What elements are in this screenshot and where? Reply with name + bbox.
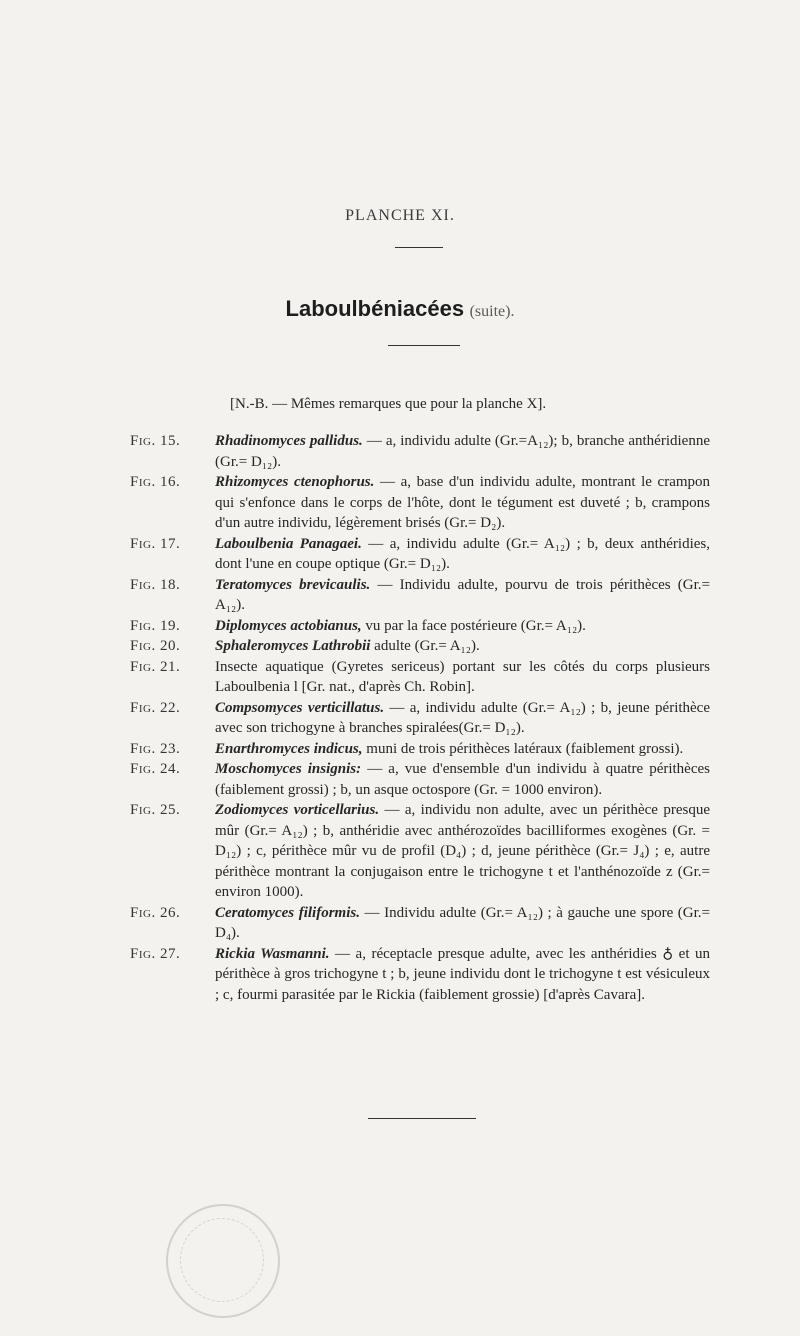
figure-entry-25: [0, 800, 800, 903]
title-suffix: (suite).: [469, 303, 515, 320]
figure-list: [0, 431, 800, 1005]
editor-note: [N.-B. — Mêmes remarques que pour la planche X].: [230, 396, 547, 412]
figure-number: Fig. 15.: [130, 433, 181, 449]
figure-entry-23: [0, 739, 800, 760]
caption-text: — Individu adulte, pourvu de trois périthèces (Gr.= A₁₂).: [215, 576, 710, 613]
title-main: Laboulbéniacées: [285, 296, 465, 321]
divider-rule: [388, 345, 460, 346]
figure-caption: [215, 657, 710, 698]
figure-caption: [215, 800, 710, 903]
figure-caption: [215, 739, 710, 760]
caption-text: — a, base d'un individu adulte, montrant le crampon qui s'enfonce dans le corps de l'hôte, dont le tégument est duveté ; b, crampons d'un autre individu, légèrement brisés (Gr.= D₂).: [215, 474, 711, 531]
figure-number: Fig. 20.: [130, 638, 181, 654]
figure-entry-20: [0, 636, 800, 657]
figure-number: Fig. 27.: [130, 945, 181, 962]
figure-entry-27: [0, 944, 800, 1006]
figure-number: Fig. 23.: [130, 740, 181, 757]
caption-text: — a, individu adulte (Gr.= A₁₂) ; b, deux anthéridies, dont l'une en coupe optique (Gr.= D₁₂).: [215, 535, 711, 572]
figure-number: Fig. 21.: [130, 658, 181, 675]
figure-caption: [215, 759, 710, 800]
taxon-name: Ceratomyces filiformis.: [215, 904, 360, 921]
figure-number: Fig. 18.: [130, 576, 181, 593]
caption-text: muni de trois périthèces latéraux (faiblement grossi).: [362, 740, 684, 757]
figure-caption: [215, 431, 710, 472]
figure-caption: [215, 698, 710, 739]
figure-entry-16: [0, 472, 800, 534]
taxon-name: Sphaleromyces Lathrobii: [215, 638, 371, 654]
taxon-name: Laboulbenia Panagaei.: [215, 535, 362, 552]
divider-rule: [368, 1118, 476, 1119]
figure-caption: [215, 944, 710, 1006]
divider-rule: [395, 247, 443, 248]
figure-number: Fig. 24.: [130, 761, 181, 777]
figure-number: Fig. 17.: [130, 535, 181, 552]
figure-entry-24: [0, 759, 800, 800]
figure-entry-17: [0, 534, 800, 575]
figure-caption: [215, 534, 710, 575]
figure-number: Fig. 26.: [130, 904, 181, 921]
caption-text: vu par la face postérieure (Gr.= A₁₂).: [361, 617, 586, 634]
figure-number: Fig. 22.: [130, 699, 181, 716]
figure-caption: [215, 575, 710, 616]
caption-text: — Individu adulte (Gr.= A₁₂) ; à gauche une spore (Gr.= D₄).: [215, 904, 710, 941]
taxon-name: Moschomyces insignis:: [215, 761, 362, 777]
caption-text: — a, individu adulte (Gr.= A₁₂) ; b, jeune périthèce avec son trichogyne à branches spiralées(Gr.= D₁₂).: [215, 699, 711, 736]
figure-entry-19: [0, 616, 800, 637]
page-title: [0, 296, 800, 322]
caption-text: Insecte aquatique (Gyretes sericeus) portant sur les côtés du corps plusieurs Laboulbenia l [Gr. nat., d'après Ch. Robin].: [215, 658, 710, 695]
caption-text: — a, individu non adulte, avec un périthèce presque mûr (Gr.= A₁₂) ; b, anthéridie avec anthérozoïdes bacilliformes exogènes (Gr. = D₁₂) ; c, périthèce mûr vu de profil (D₄) ; d, jeune périthèce (Gr.= J₄) ; e, autre périthèce montrant la conjugaison entre le trichogyne t et l'anthénozoïde z (Gr.= environ 1000).: [215, 802, 710, 900]
taxon-name: Diplomyces actobianus,: [215, 617, 362, 634]
taxon-name: Rhizomyces ctenophorus.: [215, 474, 375, 490]
figure-number: Fig. 25.: [130, 802, 181, 818]
taxon-name: Enarthromyces indicus,: [215, 740, 363, 757]
figure-entry-26: [0, 903, 800, 944]
taxon-name: Rhadinomyces pallidus.: [215, 433, 363, 449]
taxon-name: Rickia Wasmanni.: [215, 945, 330, 962]
caption-text: — a, individu adulte (Gr.=A₁₂); b, branche anthéridienne (Gr.= D₁₂).: [215, 433, 710, 470]
taxon-name: Compsomyces verticillatus.: [215, 699, 385, 716]
stamp-inner-ring: [180, 1218, 264, 1302]
figure-entry-22: [0, 698, 800, 739]
figure-caption: [215, 472, 710, 534]
figure-number: Fig. 19.: [130, 617, 181, 634]
caption-text: adulte (Gr.= A₁₂).: [370, 638, 480, 654]
figure-entry-21: [0, 657, 800, 698]
plate-heading: PLANCHE XI.: [345, 207, 455, 224]
figure-caption: [215, 636, 710, 657]
caption-text: — a, réceptacle presque adulte, avec les anthéridies ♁ et un périthèce à gros trichogyne t ; b, jeune individu dont le trichogyne t est vésiculeux ; c, fourmi parasitée par le Rickia (faiblement grossie) [d'après Cavara].: [215, 945, 710, 1003]
figure-caption: [215, 616, 710, 637]
figure-number: Fig. 16.: [130, 474, 181, 490]
figure-caption: [215, 903, 710, 944]
figure-entry-15: [0, 431, 800, 472]
figure-entry-18: [0, 575, 800, 616]
library-stamp-icon: [166, 1204, 280, 1318]
taxon-name: Teratomyces brevicaulis.: [215, 576, 371, 593]
taxon-name: Zodiomyces vorticellarius.: [215, 802, 380, 818]
caption-text: — a, vue d'ensemble d'un individu à quatre périthèces (faiblement grossi) ; b, un asque octospore (Gr. = 1000 environ).: [215, 761, 710, 798]
